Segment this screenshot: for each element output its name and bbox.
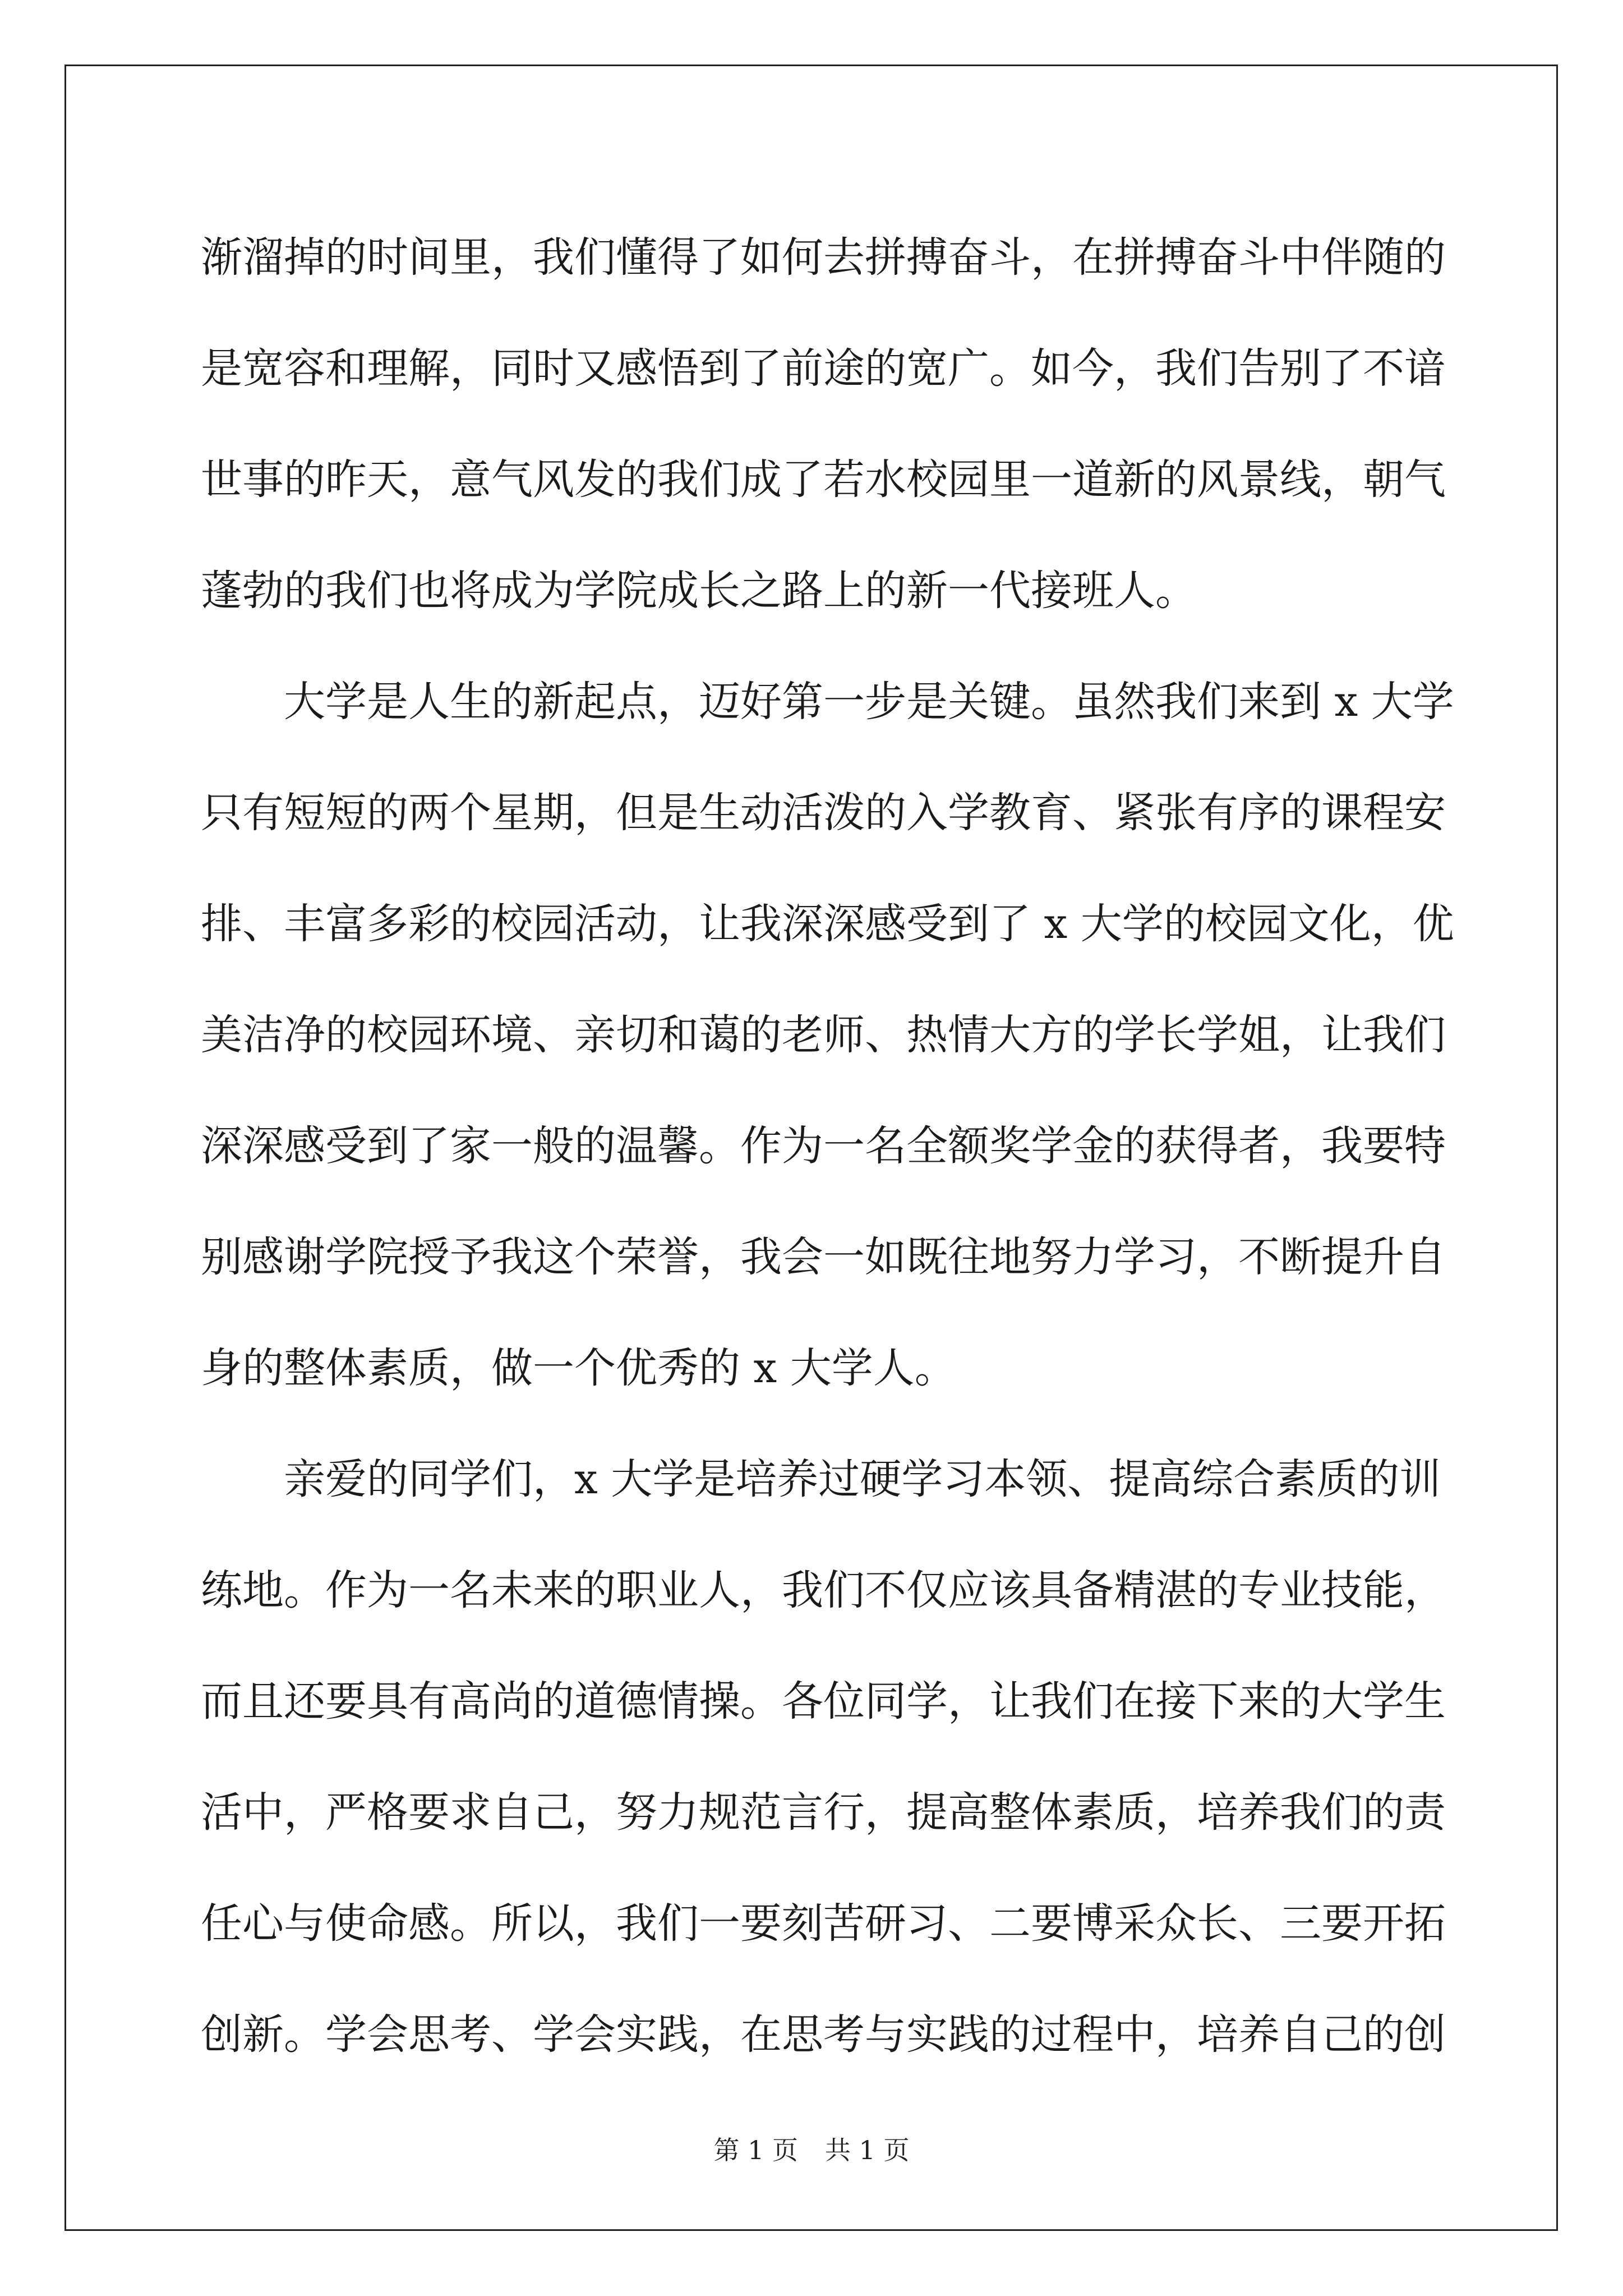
- text-line: 练地。作为一名未来的职业人，我们不仅应该具备精湛的专业技能，: [201, 1566, 1446, 1614]
- text-line: 深深感受到了家一般的温馨。作为一名全额奖学金的获得者，我要特: [201, 1122, 1446, 1170]
- page-total: 共 1 页: [825, 2135, 910, 2165]
- text-line: 活中，严格要求自己，努力规范言行，提高整体素质，培养我们的责: [201, 1788, 1446, 1837]
- text-line: 美洁净的校园环境、亲切和蔼的老师、热情大方的学长学姐，让我们: [201, 1011, 1446, 1059]
- text-line: 排、丰富多彩的校园活动，让我深深感受到了 x 大学的校园文化，优: [201, 900, 1454, 948]
- text-line: 是宽容和理解，同时又感悟到了前途的宽广。如今，我们告别了不谙: [201, 344, 1446, 393]
- text-line: 而且还要具有高尚的道德情操。各位同学，让我们在接下来的大学生: [201, 1677, 1446, 1726]
- paragraph: [201, 202, 1446, 646]
- paragraph: [201, 646, 1454, 1424]
- document-body: [201, 202, 1454, 2090]
- text-line: 别感谢学院授予我这个荣誉，我会一如既往地努力学习，不断提升自: [201, 1233, 1446, 1281]
- text-line: 世事的昨天，意气风发的我们成了若水校园里一道新的风景线，朝气: [201, 455, 1446, 504]
- page-number: 第 1 页: [713, 2135, 798, 2165]
- text-line: 创新。学会思考、学会实践，在思考与实践的过程中，培养自己的创: [201, 2010, 1446, 2059]
- text-line: 蓬勃的我们也将成为学院成长之路上的新一代接班人。: [201, 567, 1197, 615]
- text-line: 只有短短的两个星期，但是生动活泼的入学教育、紧张有序的课程安: [201, 789, 1446, 837]
- page-footer: [0, 2130, 1623, 2167]
- text-line: 任心与使命感。所以，我们一要刻苦研习、二要博采众长、三要开拓: [201, 1899, 1446, 1948]
- text-line: 身的整体素质，做一个优秀的 x 大学人。: [201, 1344, 956, 1392]
- text-line: 大学是人生的新起点，迈好第一步是关键。虽然我们来到 x 大学: [284, 678, 1454, 726]
- text-line: 渐溜掉的时间里，我们懂得了如何去拼搏奋斗，在拼搏奋斗中伴随的: [201, 233, 1446, 282]
- paragraph: [201, 1424, 1446, 2090]
- text-line: 亲爱的同学们，x 大学是培养过硬学习本领、提高综合素质的训: [284, 1455, 1441, 1503]
